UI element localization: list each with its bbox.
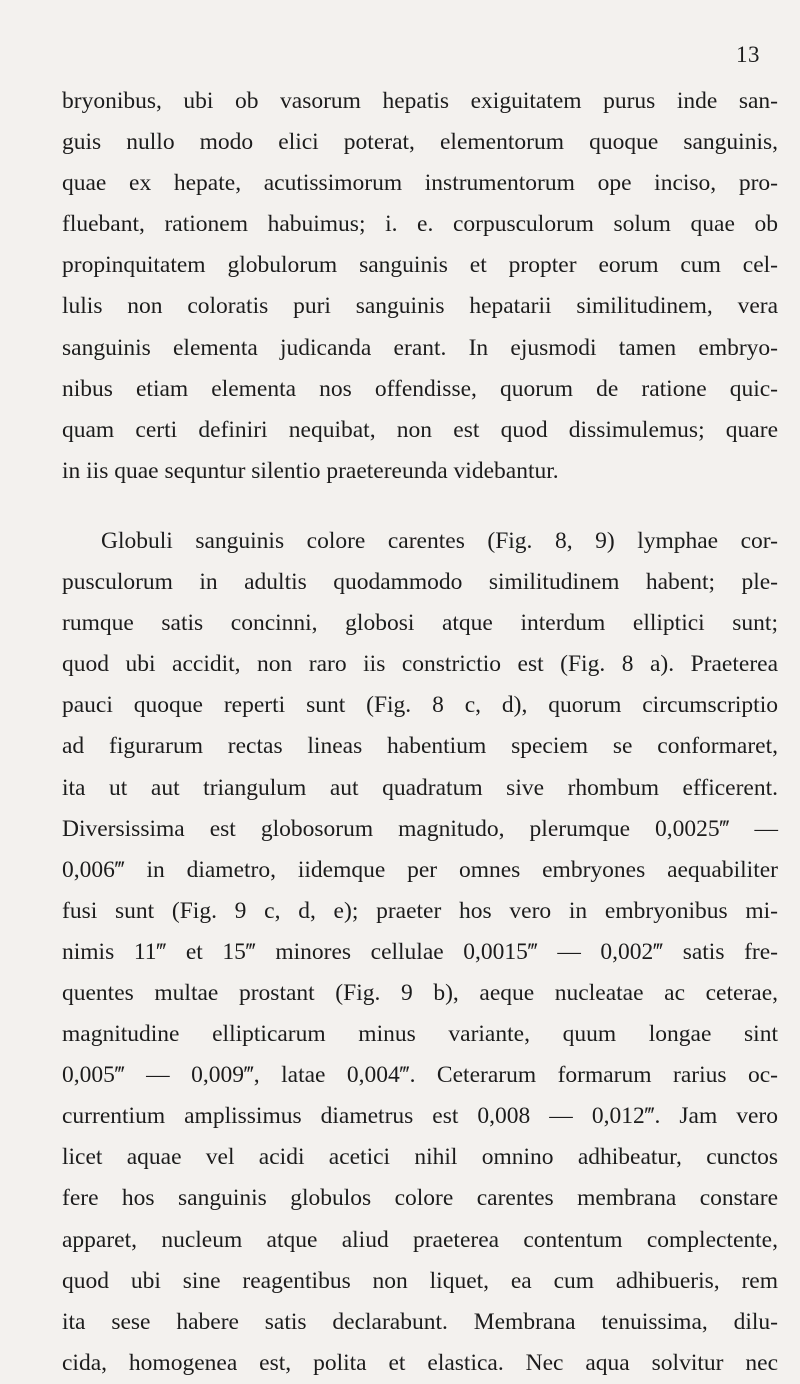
text-line: quae ex hepate, acutissimorum instrumentorum ope inciso, pro- (62, 170, 778, 197)
text-line: Diversissima est globosorum magnitudo, plerumque 0,0025‴ — (62, 815, 778, 842)
text-line: quentes multae prostant (Fig. 9 b), aeque nucleatae ac ceterae, (62, 979, 778, 1006)
text-line: currentium amplissimus diametrus est 0,008 — 0,012‴. Jam vero (62, 1103, 778, 1130)
text-line: nibus etiam elementa nos offendisse, quorum de ratione quic- (62, 375, 778, 402)
body-text (62, 81, 778, 1384)
text-line: lulis non coloratis puri sanguinis hepatarii similitudinem, vera (62, 293, 778, 320)
text-line: cida, homogenea est, polita et elastica. Nec aqua solvitur nec (62, 1349, 778, 1376)
text-line: fusi sunt (Fig. 9 c, d, e); praeter hos vero in embryonibus mi- (62, 897, 778, 924)
text-line: 0,005‴ — 0,009‴, latae 0,004‴. Ceterarum formarum rarius oc- (62, 1062, 778, 1089)
text-line: fere hos sanguinis globulos colore carentes membrana constare (62, 1185, 778, 1212)
text-line: rumque satis concinni, globosi atque interdum elliptici sunt; (62, 610, 778, 637)
text-line: quam certi definiri nequibat, non est quod dissimulemus; quare (62, 416, 778, 443)
text-line: sanguinis elementa judicanda erant. In ejusmodi tamen embryo- (62, 334, 778, 361)
text-line: quod ubi sine reagentibus non liquet, ea cum adhibueris, rem (62, 1267, 778, 1294)
text-line: magnitudine ellipticarum minus variante, quum longae sint (62, 1021, 778, 1048)
text-line: fluebant, rationem habuimus; i. e. corpusculorum solum quae ob (62, 211, 778, 238)
text-line: ad figurarum rectas lineas habentium speciem se conformaret, (62, 733, 778, 760)
text-line: ita ut aut triangulum aut quadratum sive rhombum efficerent. (62, 774, 778, 801)
text-line: apparet, nucleum atque aliud praeterea contentum complectente, (62, 1226, 778, 1253)
text-line: quod ubi accidit, non raro iis constrictio est (Fig. 8 a). Praeterea (62, 651, 778, 678)
text-line: propinquitatem globulorum sanguinis et propter eorum cum cel- (62, 252, 778, 279)
text-line: ita sese habere satis declarabunt. Membrana tenuissima, dilu- (62, 1308, 778, 1335)
text-line: bryonibus, ubi ob vasorum hepatis exiguitatem purus inde san- (62, 88, 778, 114)
text-line: pusculorum in adultis quodammodo similitudinem habent; ple- (62, 569, 778, 596)
text-line: in iis quae sequntur silentio praetereunda videbantur. (62, 457, 559, 484)
paragraph-gap (62, 492, 778, 521)
text-line: 0,006‴ in diametro, iidemque per omnes embryones aequabiliter (62, 856, 778, 883)
text-line: guis nullo modo elici poterat, elementorum quoque sanguinis, (62, 129, 778, 156)
text-line: licet aquae vel acidi acetici nihil omnino adhibeatur, cunctos (62, 1144, 778, 1171)
text-line: nimis 11‴ et 15‴ minores cellulae 0,0015‴ — 0,002‴ satis fre- (62, 938, 778, 965)
text-line: pauci quoque reperti sunt (Fig. 8 c, d), quorum circumscriptio (62, 692, 778, 719)
page-number: 13 (736, 42, 760, 67)
paragraph-1 (62, 81, 778, 492)
text-line: Globuli sanguinis colore carentes (Fig. 8, 9) lymphae cor- (101, 527, 778, 554)
paragraph-2 (62, 521, 778, 1384)
